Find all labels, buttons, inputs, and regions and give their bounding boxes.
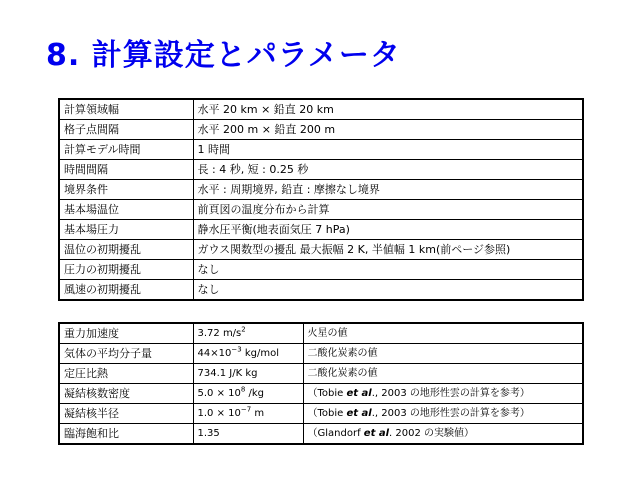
parameter-value [193,364,303,384]
settings-label: 計算領域幅 [59,99,193,120]
parameter-note-text: （Tobie [307,408,347,419]
parameter-value-text: 44×10 [197,348,232,359]
settings-value: ガウス関数型の擾乱 最大振幅 2 K, 半値幅 1 km(前ページ参照) [193,240,583,260]
parameter-note-emphasis: et al [346,388,372,399]
parameter-value [193,323,303,344]
parameter-value-exponent: 8 [240,385,246,394]
parameters-table [58,322,584,445]
parameter-note-rest: ., 2003 の地形性雲の計算を参考） [371,388,530,399]
settings-value: なし [193,280,583,301]
parameter-value-unit: /kg [245,388,265,399]
settings-row [59,240,583,260]
parameter-note-text: 二酸化炭素の値 [307,368,378,379]
parameter-note [303,384,583,404]
parameter-value-text: 3.72 m/s [197,328,242,339]
parameter-note [303,344,583,364]
parameter-row [59,364,583,384]
parameter-value-unit: m [251,408,265,419]
parameter-value [193,404,303,424]
settings-row [59,120,583,140]
parameter-label: 重力加速度 [59,323,193,344]
settings-value: 静水圧平衡(地表面気圧 7 hPa) [193,220,583,240]
settings-value: 1 時間 [193,140,583,160]
parameter-label: 臨海飽和比 [59,424,193,445]
slide-title: 8. 計算設定とパラメータ [46,38,401,73]
parameter-row [59,404,583,424]
parameter-label: 気体の平均分子量 [59,344,193,364]
settings-label: 計算モデル時間 [59,140,193,160]
parameter-note-emphasis: et al [346,408,372,419]
settings-row [59,200,583,220]
settings-label: 基本場圧力 [59,220,193,240]
settings-value: 前頁図の温度分布から計算 [193,200,583,220]
settings-value: 水平 : 周期境界, 鉛直 : 摩擦なし境界 [193,180,583,200]
parameter-value [193,344,303,364]
settings-row [59,180,583,200]
settings-table [58,98,584,301]
settings-label: 温位の初期擾乱 [59,240,193,260]
parameter-note-rest: . 2002 の実験値） [389,428,475,439]
parameter-value-exponent: −3 [231,345,242,354]
parameter-note-text: （Glandorf [307,428,364,439]
settings-label: 境界条件 [59,180,193,200]
parameter-row [59,424,583,445]
settings-value: 水平 200 m × 鉛直 200 m [193,120,583,140]
parameter-row [59,323,583,344]
settings-label: 圧力の初期擾乱 [59,260,193,280]
settings-value: なし [193,260,583,280]
parameter-note [303,323,583,344]
parameter-value-text: 734.1 J/K kg [197,368,258,379]
parameter-value-text: 1.0 × 10 [197,408,241,419]
settings-label: 格子点間隔 [59,120,193,140]
parameter-value-exponent: 2 [241,325,246,334]
settings-label: 風速の初期擾乱 [59,280,193,301]
parameter-value-exponent: −7 [240,405,252,414]
parameter-note [303,424,583,445]
parameter-note [303,364,583,384]
parameter-label: 凝結核半径 [59,404,193,424]
parameter-note [303,404,583,424]
settings-row [59,160,583,180]
settings-value: 水平 20 km × 鉛直 20 km [193,99,583,120]
settings-label: 時間間隔 [59,160,193,180]
settings-row [59,140,583,160]
settings-row [59,99,583,120]
parameter-note-text: （Tobie [307,388,347,399]
parameter-label: 定圧比熱 [59,364,193,384]
settings-row [59,220,583,240]
parameter-note-text: 二酸化炭素の値 [307,348,378,359]
parameter-value-unit: kg/mol [241,348,279,359]
settings-value: 長 : 4 秒, 短 : 0.25 秒 [193,160,583,180]
parameter-note-rest: ., 2003 の地形性雲の計算を参考） [371,408,530,419]
parameter-value [193,384,303,404]
settings-label: 基本場温位 [59,200,193,220]
parameter-label: 凝結核数密度 [59,384,193,404]
parameter-value-text: 5.0 × 10 [197,388,241,399]
settings-row [59,280,583,301]
parameter-row [59,344,583,364]
settings-row [59,260,583,280]
parameter-row [59,384,583,404]
parameter-note-text: 火星の値 [307,328,348,339]
parameter-value [193,424,303,445]
parameter-value-text: 1.35 [197,428,220,439]
parameter-note-emphasis: et al [363,428,390,439]
